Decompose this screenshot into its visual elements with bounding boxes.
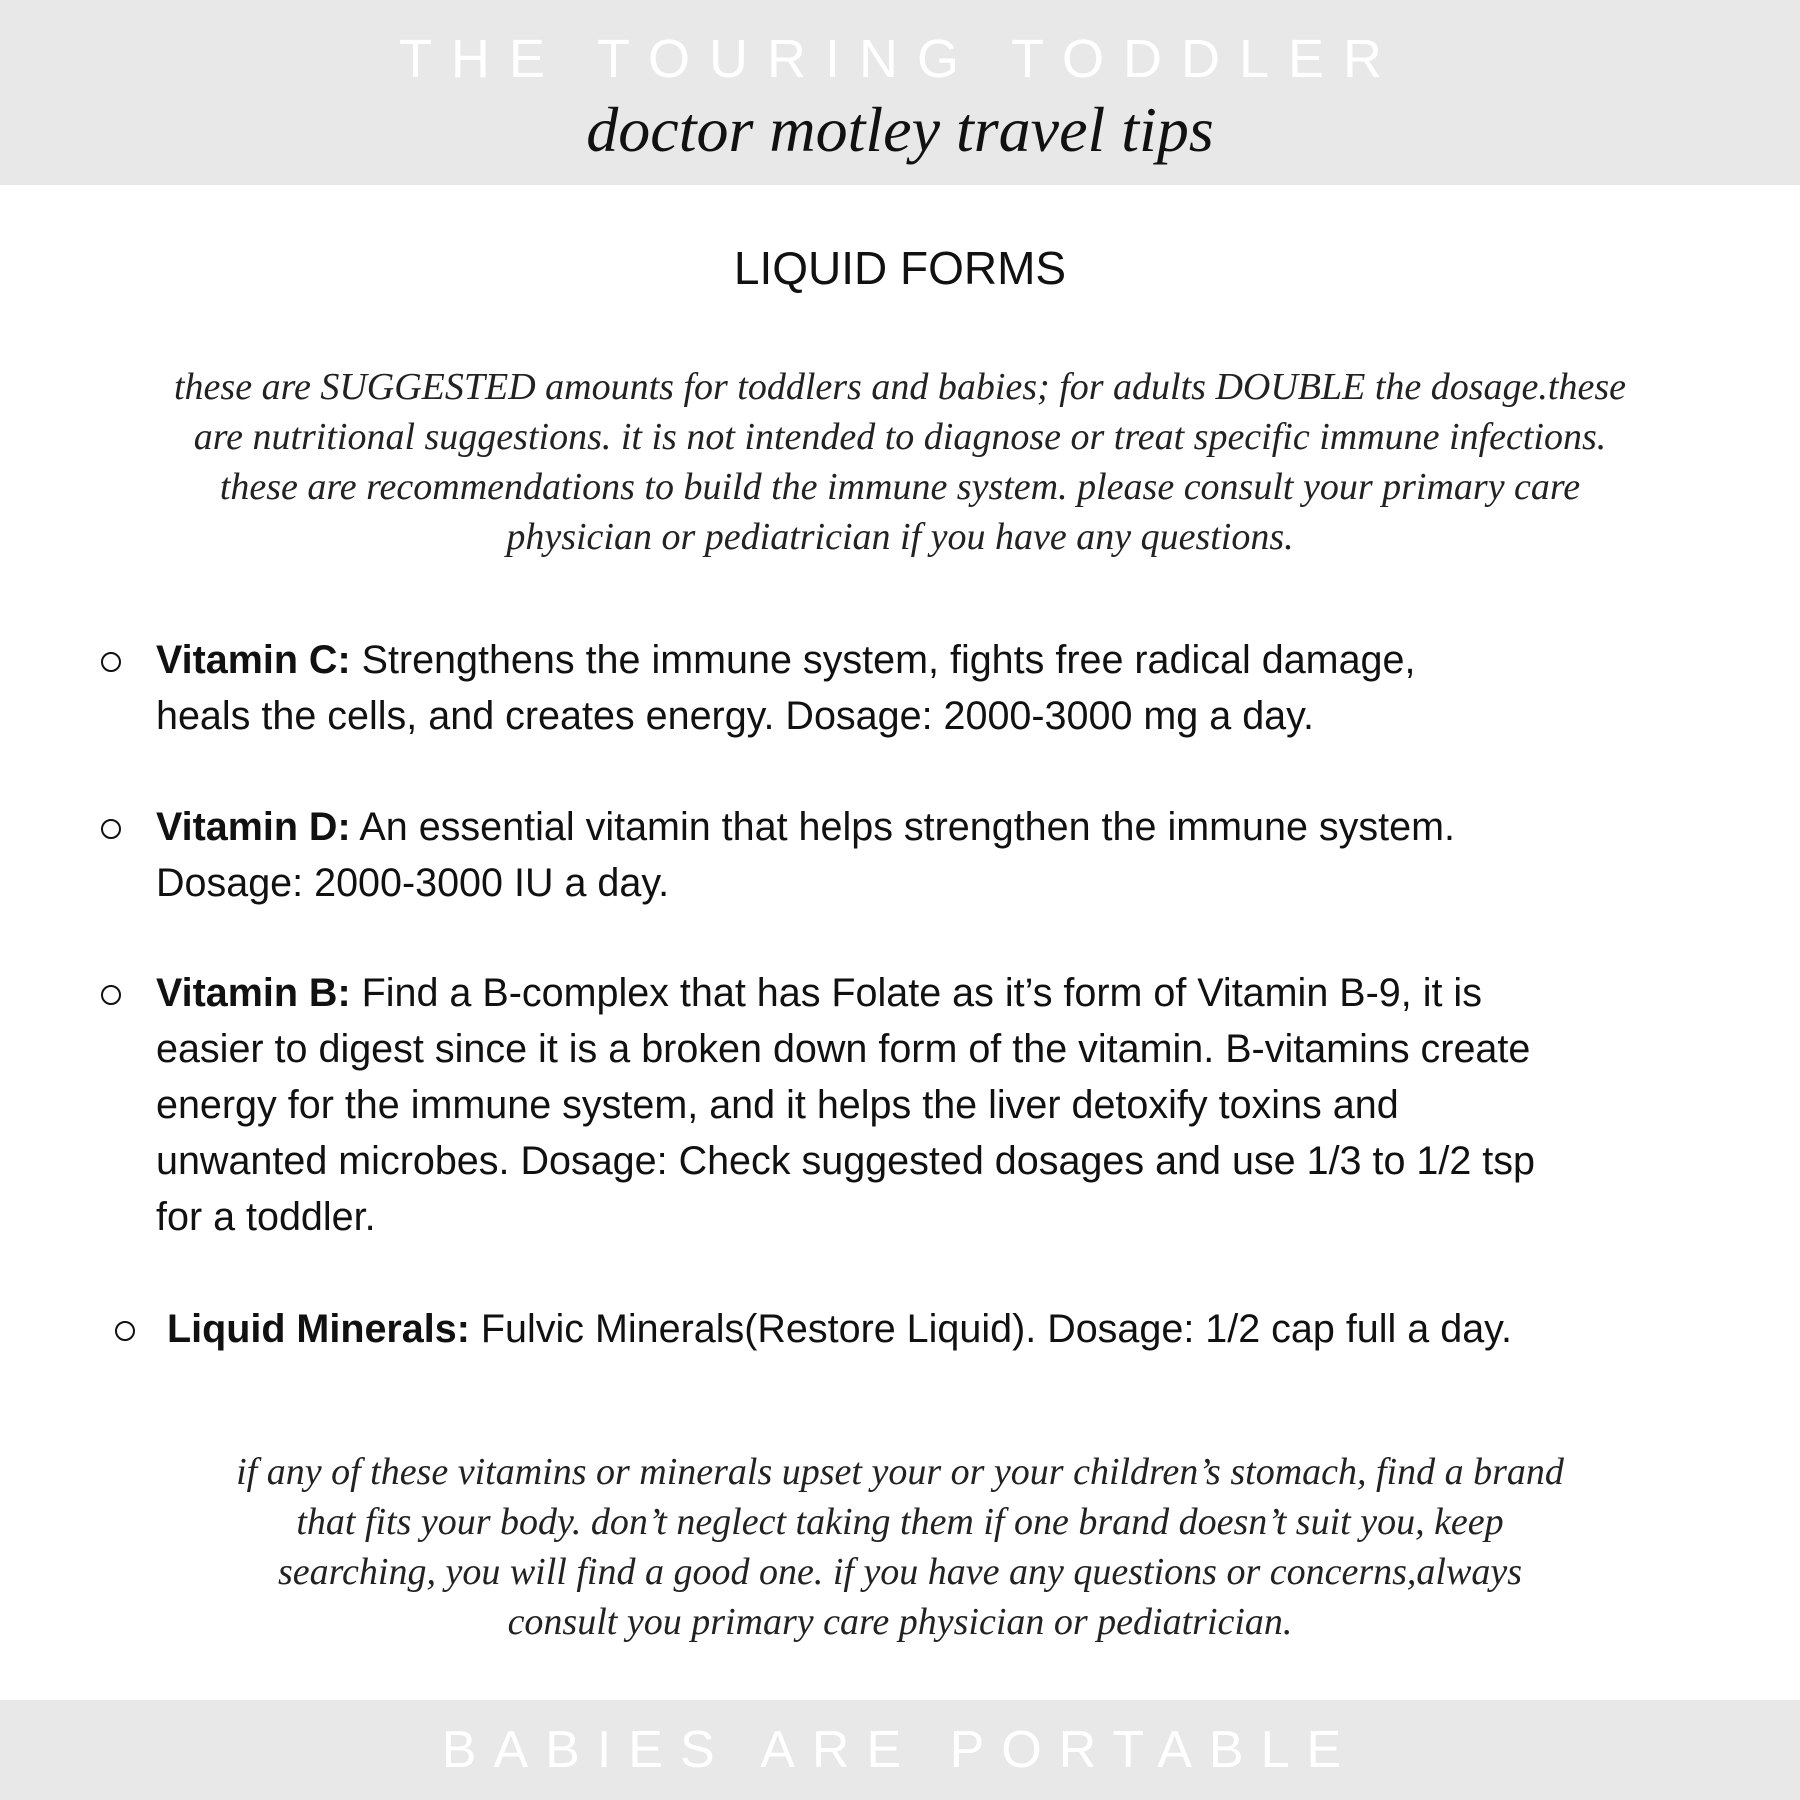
vitamin-text: Strengthens the immune system, fights free radical damage,: [361, 638, 1416, 682]
vitamin-name: Liquid Minerals:: [167, 1307, 470, 1351]
vitamin-line: for a toddler.: [156, 1195, 376, 1239]
vitamin-line: energy for the immune system, and it helps the liver detoxify toxins and: [156, 1083, 1399, 1127]
vitamin-line: heals the cells, and creates energy. Dosage: 2000-3000 mg a day.: [156, 694, 1314, 738]
vitamin-name: Vitamin B:: [156, 971, 351, 1015]
disclaimer-line: these are SUGGESTED amounts for toddlers and babies; for adults DOUBLE the dosage.these: [174, 366, 1626, 408]
disclaimer-line: physician or pediatrician if you have any questions.: [506, 516, 1294, 558]
vitamin-name: Vitamin C:: [156, 638, 351, 682]
closing-line: searching, you will find a good one. if you have any questions or concerns,always: [278, 1551, 1522, 1593]
vitamin-line: [156, 965, 1756, 1021]
closing-note: [100, 1447, 1700, 1647]
vitamin-item-minerals: [167, 1301, 1767, 1357]
disclaimer-paragraph: [60, 362, 1740, 562]
page-subtitle: doctor motley travel tips: [586, 94, 1214, 165]
closing-line: that fits your body. don’t neglect taking them if one brand doesn’t suit you, keep: [296, 1501, 1504, 1543]
vitamin-line: easier to digest since it is a broken down form of the vitamin. B-vitamins create: [156, 1027, 1531, 1071]
vitamin-text: An essential vitamin that helps strengthen the immune system.: [359, 805, 1455, 849]
vitamin-text: Find a B-complex that has Folate as it’s form of Vitamin B-9, it is: [361, 971, 1482, 1015]
circle-bullet-icon: [115, 1321, 135, 1341]
disclaimer-line: these are recommendations to build the immune system. please consult your primary care: [219, 466, 1581, 508]
closing-line: if any of these vitamins or minerals upset your or your children’s stomach, find a brand: [236, 1451, 1564, 1493]
vitamin-line: Dosage: 2000-3000 IU a day.: [156, 861, 670, 905]
disclaimer-line: are nutritional suggestions. it is not intended to diagnose or treat specific immune infections.: [193, 416, 1607, 458]
vitamin-line: unwanted microbes. Dosage: Check suggested dosages and use 1/3 to 1/2 tsp: [156, 1139, 1535, 1183]
vitamin-name: Vitamin D:: [156, 805, 351, 849]
section-title: LIQUID FORMS: [733, 242, 1067, 294]
vitamin-line: [167, 1301, 1767, 1357]
vitamin-item-c: [156, 632, 1756, 744]
circle-bullet-icon: [101, 985, 121, 1005]
brand-title: THE TOURING TODDLER: [398, 29, 1402, 89]
circle-bullet-icon: [101, 819, 121, 839]
vitamin-item-b: [156, 965, 1756, 1245]
vitamin-text: Fulvic Minerals(Restore Liquid). Dosage: 1/2 cap full a day.: [480, 1307, 1512, 1351]
vitamin-item-d: [156, 799, 1756, 911]
vitamin-line: [156, 632, 1756, 688]
circle-bullet-icon: [101, 652, 121, 672]
closing-line: consult you primary care physician or pediatrician.: [507, 1601, 1293, 1643]
footer-tagline: BABIES ARE PORTABLE: [441, 1721, 1359, 1779]
vitamin-line: [156, 799, 1756, 855]
